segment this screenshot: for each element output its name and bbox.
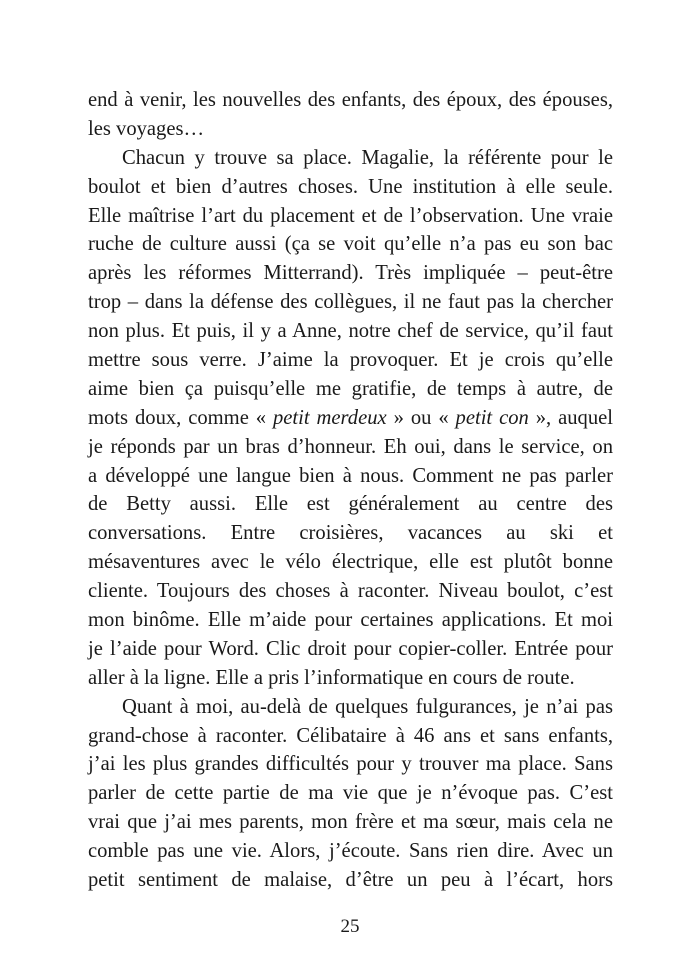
- text-line: mon binôme. Elle m’aide pour certaines applications. Et moi: [88, 609, 613, 632]
- text-line: les voyages…: [88, 117, 205, 140]
- text-segment: » ou «: [386, 406, 456, 429]
- page-number: 25: [340, 916, 360, 937]
- text-line: [88, 404, 613, 433]
- text-line: mettre sous verre. J’aime la provoquer. Et je crois qu’elle: [88, 349, 613, 372]
- text-line: Chacun y trouve sa place. Magalie, la référente pour le: [122, 146, 613, 169]
- text-segment: mots doux, comme «: [88, 406, 273, 429]
- text-line: cliente. Toujours des choses à raconter. Niveau boulot, c’est: [88, 580, 613, 603]
- text-line: grand-chose à raconter. Célibataire à 46 ans et sans enfants,: [88, 724, 613, 747]
- text-line: end à venir, les nouvelles des enfants, des époux, des épouses,: [88, 89, 613, 111]
- text-line: comble pas une vie. Alors, j’écoute. Sans rien dire. Avec un: [88, 840, 613, 863]
- text-line: mésaventures avec le vélo électrique, elle est plutôt bonne: [88, 551, 613, 574]
- text-line: je réponds par un bras d’honneur. Eh oui, dans le service, on: [88, 435, 613, 458]
- text-line: a développé une langue bien à nous. Comment ne pas parler: [88, 464, 613, 487]
- text-line: ruche de culture aussi (ça se voit qu’elle n’a pas eu son bac: [88, 233, 613, 256]
- text-line: trop – dans la défense des collègues, il ne faut pas la chercher: [88, 291, 613, 314]
- text-line: boulot et bien d’autres choses. Une institution à elle seule.: [88, 175, 613, 198]
- text-line: j’ai les plus grandes difficultés pour y trouver ma place. Sans: [88, 753, 613, 776]
- text-line: Elle maîtrise l’art du placement et de l’observation. Une vraie: [88, 204, 613, 227]
- text-line: je l’aide pour Word. Clic droit pour copier-coller. Entrée pour: [88, 637, 613, 660]
- text-line: après les réformes Mitterrand). Très impliquée – peut-être: [88, 262, 613, 285]
- text-line: petit sentiment de malaise, d’être un peu à l’écart, hors: [88, 869, 613, 892]
- text-line: de Betty aussi. Elle est généralement au centre des: [88, 493, 613, 516]
- text-line: non plus. Et puis, il y a Anne, notre chef de service, qu’il faut: [88, 320, 613, 343]
- text-line: aller à la ligne. Elle a pris l’informatique en cours de route.: [88, 666, 575, 689]
- text-line: Quant à moi, au-delà de quelques fulgurances, je n’ai pas: [122, 695, 613, 718]
- italic-quote: petit con: [455, 406, 529, 429]
- italic-quote: petit merdeux: [273, 406, 387, 429]
- text-line: vrai que j’ai mes parents, mon frère et ma sœur, mais cela ne: [88, 811, 613, 834]
- text-line: conversations. Entre croisières, vacances au ski et: [88, 522, 613, 545]
- body-text: [88, 86, 613, 895]
- text-segment: », auquel: [528, 406, 613, 429]
- text-line: aime bien ça puisqu’elle me gratifie, de temps à autre, de: [88, 377, 613, 400]
- text-line: parler de cette partie de ma vie que je n’évoque pas. C’est: [88, 782, 613, 805]
